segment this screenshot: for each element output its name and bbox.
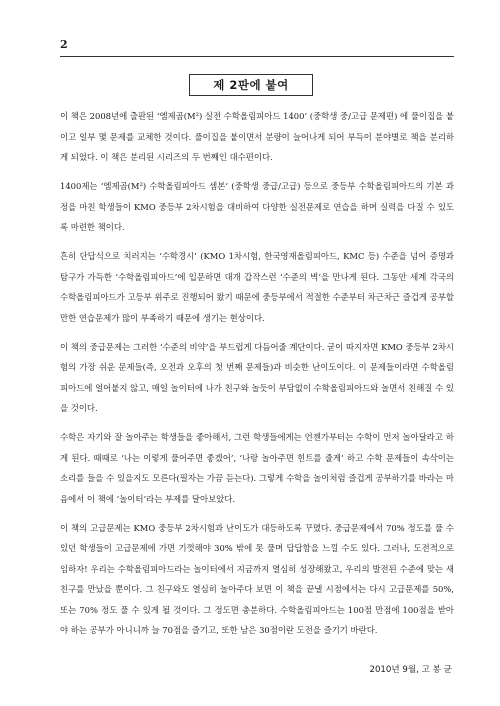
page-title: 제 2판에 붙여 xyxy=(213,78,289,92)
signature: 2010년 9월, 고 봉 균 xyxy=(369,665,452,675)
header-rule xyxy=(60,56,454,57)
paragraph: 흔히 단답식으로 치러지는 ‘수학경시’ (KMO 1차시험, 한국영재올림피아드, KMC 등) 수준을 넘어 증명과 탐구가 가득한 ‘수학올림피아드’에 입문하면 대개 갑작스런 ‘수준의 벽’을 만나게 된다. 그동안 세계 각국의 수학올림피아드가 고등부 위주로 진행되어 왔기 때문에 중등부에서 적절한 수준부터 차근차근 즐겁게 공부할만한 연습문제가 많이 부족하기 때문에 생기는 현상이다. xyxy=(60,251,454,323)
page-number: 2 xyxy=(60,38,68,51)
preface-body xyxy=(60,106,454,649)
paragraph: 수학은 자기와 잘 놀아주는 학생들을 좋아해서, 그런 학생들에게는 언젠가부터는 수학이 먼저 놀아달라고 하게 된다. 때때로 ‘나는 이렇게 풀어주면 좋겠어’, ‘나랑 놀아주면 힌트를 줄게’ 하고 수학 문제들이 속삭이는 소리를 들을 수 있을지도 모른다(필자는 가끔 듣는다). 그렇게 수학을 놀이처럼 즐겁게 공부하기를 바라는 마음에서 이 책에 ‘놀이터’라는 부제를 달아보았다. xyxy=(60,432,454,504)
page-title-box xyxy=(189,74,313,96)
paragraph: 이 책은 2008년에 출판된 ‘엠제곱(M²) 실전 수학올림피아드 1400’ (중학생 중/고급 문제편) 에 풀이집을 붙이고 일부 몇 문제를 교체한 것이다. 풀이집을 붙이면서 분량이 늘어나게 되어 부득이 분야별로 책을 분리하게 되었다. 이 책은 분리된 시리즈의 두 번째인 대수편이다. xyxy=(60,111,454,162)
paragraph: 이 책의 중급문제는 그러한 ‘수준의 비약’을 부드럽게 다듬어줄 계단이다. 굳이 따지자면 KMO 중등부 2차시험의 가장 쉬운 문제들(즉, 오전과 오후의 첫 번째 문제들)과 비슷한 난이도이다. 이 문제들이라면 수학올림피아드에 얼어붙지 않고, 매일 놀이터에 나가 친구와 놀듯이 부담없이 수학올림피아드와 놀면서 친해질 수 있을 것이다. xyxy=(60,341,454,413)
paragraph: 1400제는 ‘엠제곱(M²) 수학올림피아드 셈본’ (중학생 중급/고급) 등으로 중등부 수학올림피아드의 기본 과정을 마친 학생들이 KMO 중등부 2차시험을 대비하여 다양한 실전문제로 연습을 하며 실력을 다질 수 있도록 마련한 책이다. xyxy=(60,181,454,232)
paragraph: 이 책의 고급문제는 KMO 중등부 2차시험과 난이도가 대등하도록 꾸몄다. 중급문제에서 70% 정도를 풀 수 있던 학생들이 고급문제에 가면 기껏해야 30% 밖에 못 풀며 답답함을 느낄 수도 있다. 그러나, 도전적으로 임하자! 우리는 수학올림피아드라는 놀이터에서 지금까지 열심히 성장해왔고, 우리의 발전된 수준에 맞는 새 친구를 만났을 뿐이다. 그 친구와도 열심히 놀아주다 보면 이 책을 끝낼 시점에서는 다시 고급문제를 50%, 또는 70% 정도 풀 수 있게 될 것이다. 그 정도면 충분하다. 수학올림피아드는 100점 만점에 100점을 받아야 하는 공부가 아니니까 늘 70점을 즐기고, 또한 남은 30점이란 도전을 즐기기 바란다. xyxy=(60,522,454,635)
